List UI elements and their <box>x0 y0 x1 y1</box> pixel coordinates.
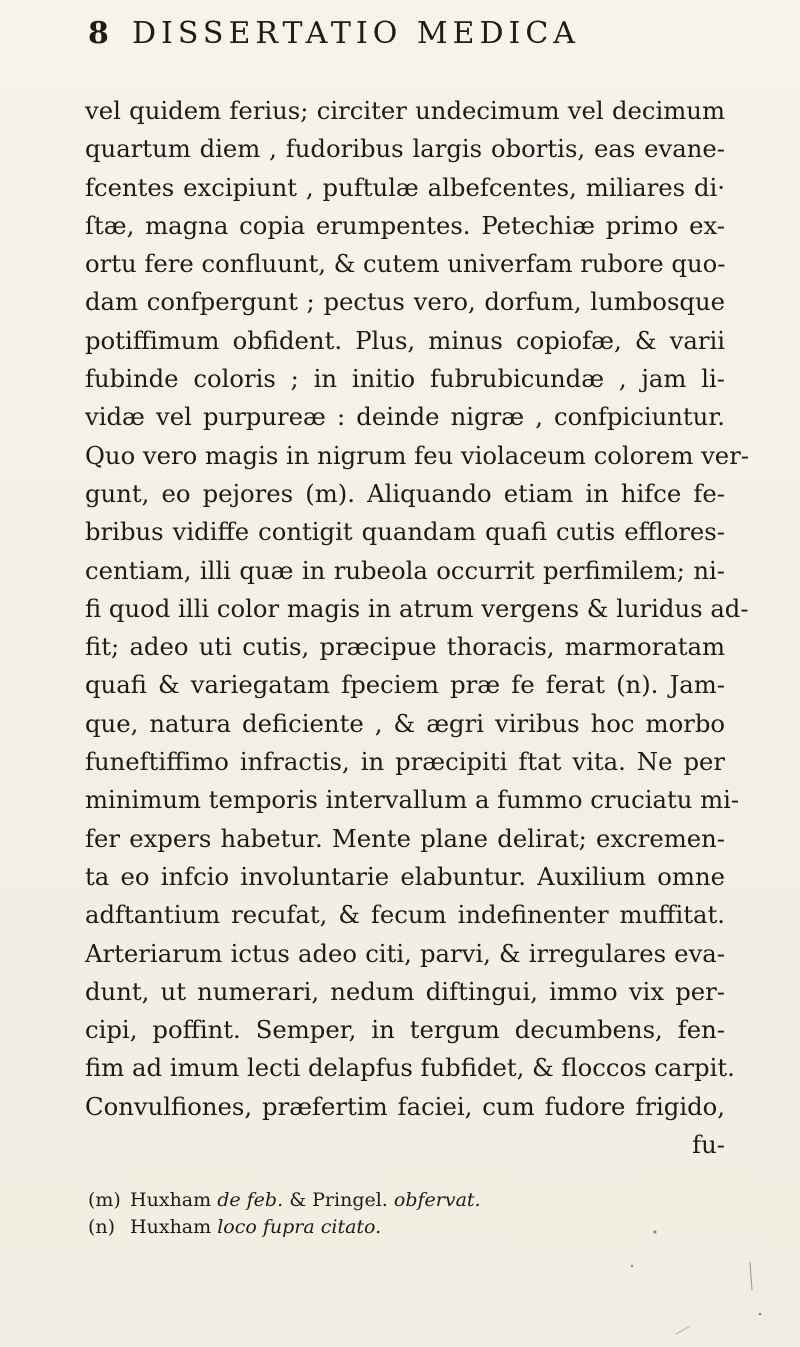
text-line: quartum diem , fudoribus largis obortis, eas evane- <box>85 134 725 164</box>
body-text <box>85 92 750 1164</box>
speck <box>759 1313 762 1316</box>
text-line: Arteriarum ictus adeo citi, parvi, & irregulares eva- <box>85 938 725 968</box>
speck <box>676 1326 690 1334</box>
text-line: fer expers habetur. Mente plane delirat; excremen- <box>85 823 725 853</box>
footnote-marker: (m) <box>88 1189 121 1211</box>
page-number: 8 <box>88 16 109 51</box>
text-line: Convulfiones, præfertim faciei, cum fudore frigido, <box>85 1091 725 1121</box>
text-line: dam confpergunt ; pectus vero, dorfum, lumbosque <box>85 287 725 317</box>
text-line: fit; adeo uti cutis, præcipue thoracis, marmoratam <box>85 632 725 662</box>
text-line: bribus vidiffe contigit quandam quafi cutis efflores- <box>85 517 725 547</box>
footnote-author: Huxham <box>130 1189 212 1211</box>
text-line: Quo vero magis in nigrum feu violaceum colorem ver- <box>85 440 750 470</box>
text-line: ta eo infcio involuntarie elabuntur. Auxilium omne <box>85 861 725 891</box>
text-line: potiffimum obfident. Plus, minus copiofæ, & varii <box>85 325 725 355</box>
footnote-marker: (n) <box>88 1216 116 1238</box>
speck <box>631 1265 633 1267</box>
footnotes <box>88 1187 648 1241</box>
footnote-n <box>88 1214 648 1241</box>
text-line: vidæ vel purpureæ : deinde nigræ , confpiciuntur. <box>85 402 725 432</box>
footnote-author: Huxham <box>130 1216 212 1238</box>
speck <box>654 1231 657 1234</box>
text-line: minimum temporis intervallum a fummo cruciatu mi- <box>85 785 740 815</box>
text-line: fi quod illi color magis in atrum vergens & luridus ad- <box>85 593 749 623</box>
text-line: centiam, illi quæ in rubeola occurrit perfimilem; ni- <box>85 555 725 585</box>
text-line: ſtæ, magna copia erumpentes. Petechiæ primo ex- <box>85 210 725 240</box>
text-line: cipi, poffint. Semper, in tergum decumbens, fen- <box>85 1015 725 1045</box>
text-line: que, natura deficiente , & ægri viribus hoc morbo <box>85 708 725 738</box>
text-line: fcentes excipiunt , puftulæ albefcentes, miliares di· <box>85 172 725 202</box>
text-line: quafi & variegatam fpeciem præ fe ferat (n). Jam- <box>85 670 725 700</box>
footnote-work-2: obfervat. <box>393 1189 481 1211</box>
text-line: adftantium recufat, & fecum indefinenter muffitat. <box>85 900 725 930</box>
text-line: fim ad imum lecti delapfus fubfidet, & floccos carpit. <box>85 1053 735 1083</box>
footnote-author-2: & Pringel. <box>289 1189 388 1211</box>
footnote-work: loco fupra citato. <box>217 1216 382 1238</box>
footnote-m <box>88 1187 648 1214</box>
text-line: funeftiffimo infractis, in præcipiti ftat vita. Ne per <box>85 747 725 777</box>
text-line: vel quidem ferius; circiter undecimum vel decimum <box>85 96 725 125</box>
text-line: fubinde coloris ; in initio fubrubicundæ , jam li- <box>85 364 725 394</box>
text-line: gunt, eo pejores (m). Aliquando etiam in hifce fe- <box>85 478 725 508</box>
text-line: ortu fere confluunt, & cutem univerfam rubore quo- <box>85 249 726 279</box>
footnote-work: de feb. <box>217 1189 284 1211</box>
running-head <box>88 16 728 60</box>
catchword: fu- <box>692 1130 725 1160</box>
text-line: dunt, ut numerari, nedum diftingui, immo vix per- <box>85 976 725 1006</box>
running-title: DISSERTATIO MEDICA <box>132 16 580 51</box>
speck <box>750 1262 752 1290</box>
